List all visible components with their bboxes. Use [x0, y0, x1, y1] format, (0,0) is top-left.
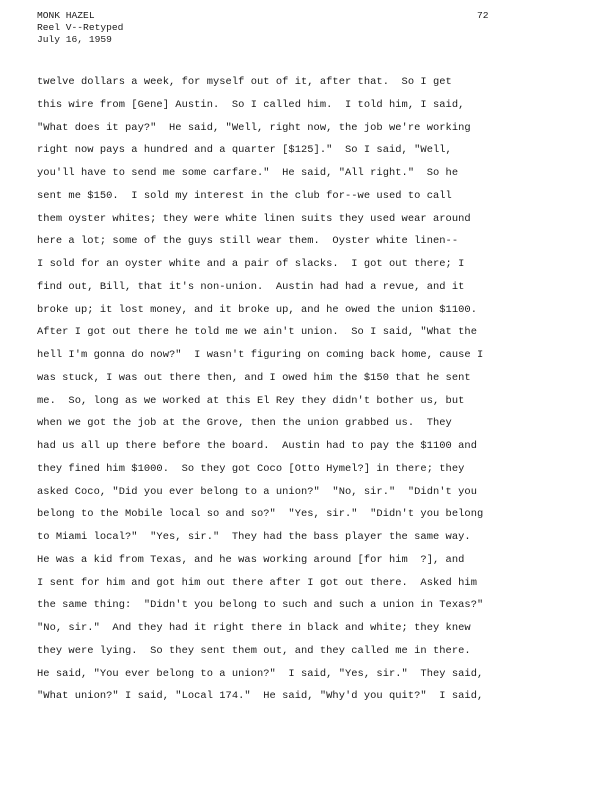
- transcript-line: hell I'm gonna do now?" I wasn't figuring on coming back home, cause I: [37, 349, 484, 361]
- transcript-line: "What does it pay?" He said, "Well, right now, the job we're working: [37, 121, 471, 134]
- transcript-line: find out, Bill, that it's non-union. Austin had had a revue, and it: [37, 280, 465, 293]
- transcript-line: He said, "You ever belong to a union?" I said, "Yes, sir." They said,: [37, 667, 484, 680]
- transcript-line: right now pays a hundred and a quarter [$125]." So I said, "Well,: [37, 144, 452, 157]
- transcript-line: "No, sir." And they had it right there in black and white; they knew: [37, 622, 471, 634]
- page-number: 72: [477, 10, 489, 21]
- transcript-line: "What union?" I said, "Local 174." He said, "Why'd you quit?" I said,: [37, 690, 484, 703]
- transcript-line: He was a kid from Texas, and he was working around [for him ?], and: [37, 553, 465, 566]
- transcript-line: twelve dollars a week, for myself out of it, after that. So I get: [37, 76, 452, 88]
- transcript-line: they fined him $1000. So they got Coco [Otto Hymel?] in there; they: [37, 462, 465, 475]
- transcript-line: belong to the Mobile local so and so?" "Yes, sir." "Didn't you belong: [37, 508, 484, 521]
- transcript-line: this wire from [Gene] Austin. So I called him. I told him, I said,: [37, 98, 465, 111]
- header-reel: Reel V--Retyped: [37, 22, 124, 33]
- header-name: MONK HAZEL: [37, 10, 95, 21]
- document-header: [37, 10, 123, 46]
- transcript-line: broke up; it lost money, and it broke up, and he owed the union $1100.: [37, 303, 477, 316]
- transcript-line: I sold for an oyster white and a pair of slacks. I got out there; I: [37, 258, 465, 270]
- transcript-line: you'll have to send me some carfare." He said, "All right." So he: [37, 167, 459, 179]
- header-date: July 16, 1959: [37, 34, 112, 45]
- transcript-line: asked Coco, "Did you ever belong to a union?" "No, sir." "Didn't you: [37, 485, 477, 498]
- transcript-line: the same thing: "Didn't you belong to such and such a union in Texas?": [37, 599, 484, 612]
- transcript-line: was stuck, I was out there then, and I owed him the $150 that he sent: [37, 371, 471, 384]
- transcript-line: sent me $150. I sold my interest in the club for--we used to call: [37, 189, 452, 202]
- transcript-line: they were lying. So they sent them out, and they called me in there.: [37, 644, 471, 657]
- transcript-line: After I got out there he told me we ain't union. So I said, "What the: [37, 326, 477, 339]
- transcript-line: me. So, long as we worked at this El Rey they didn't bother us, but: [37, 394, 465, 407]
- transcript-body: [37, 71, 597, 708]
- transcript-line: I sent for him and got him out there after I got out there. Asked him: [37, 576, 477, 589]
- transcript-line: when we got the job at the Grove, then the union grabbed us. They: [37, 417, 452, 430]
- transcript-line: had us all up there before the board. Austin had to pay the $1100 and: [37, 440, 477, 452]
- transcript-line: them oyster whites; they were white linen suits they used wear around: [37, 212, 471, 225]
- transcript-line: here a lot; some of the guys still wear them. Oyster white linen--: [37, 235, 459, 248]
- transcript-line: to Miami local?" "Yes, sir." They had the bass player the same way.: [37, 531, 471, 543]
